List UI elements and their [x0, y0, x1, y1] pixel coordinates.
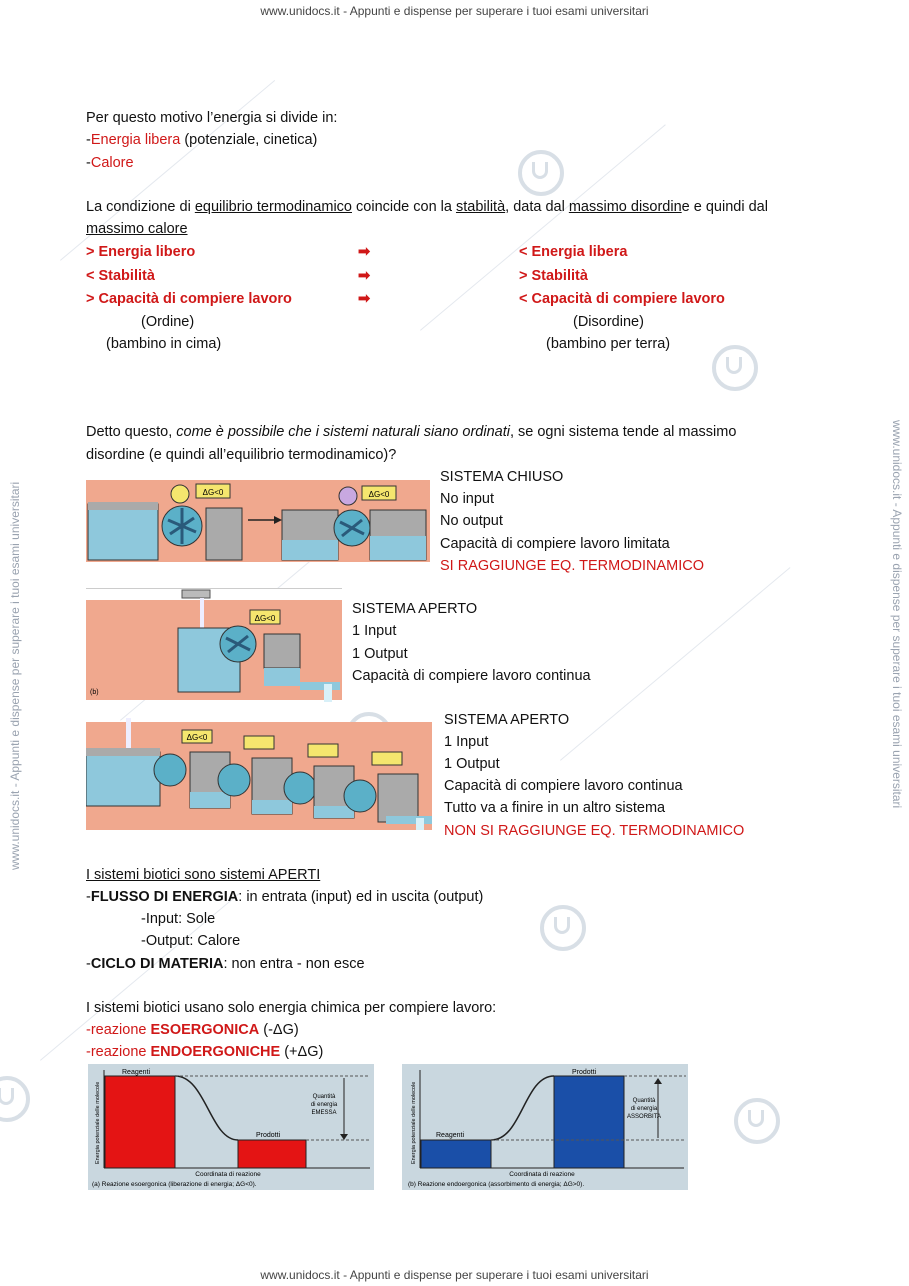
- exo-top-label: Reagenti: [122, 1069, 151, 1076]
- unidocs-logo-icon: [712, 345, 758, 391]
- biotic-title: I sistemi biotici sono sistemi APERTI: [86, 867, 321, 883]
- comparison-arrow-2: ➡: [358, 268, 371, 284]
- page-footer[interactable]: www.unidocs.it - Appunti e dispense per superare i tuoi esami universitari: [260, 1268, 649, 1282]
- biotic-cycle: -CICLO DI MATERIA: non entra - non esce: [86, 956, 365, 972]
- closed-line-2: No output: [440, 513, 503, 529]
- equilibrium-sentence-cont: massimo calore: [86, 221, 188, 237]
- chemical-line: I sistemi biotici usano solo energia chimica per compiere lavoro:: [86, 1000, 497, 1016]
- comparison-right-note: (bambino per terra): [546, 336, 671, 352]
- question-line-2: disordine (e quindi all’equilibrio termodinamico)?: [86, 447, 397, 463]
- exo-annotation-1: Quantità: [312, 1094, 336, 1100]
- endo-xlabel: Coordinata di reazione: [509, 1171, 575, 1178]
- intro-line: Per questo motivo l’energia si divide in:: [86, 110, 338, 126]
- open2-line-4: Tutto va a finire in un altro sistema: [444, 800, 666, 816]
- comparison-right-2: > Stabilità: [519, 268, 588, 284]
- open2-line-1: 1 Input: [444, 734, 489, 750]
- closed-badge: ΔG<0: [202, 488, 224, 497]
- reaction-endo: -reazione ENDOERGONICHE (+ΔG): [86, 1044, 324, 1060]
- side-watermark-left: www.unidocs.it - Appunti e dispense per superare i tuoi esami universitari: [8, 481, 22, 870]
- comparison-left-note: (bambino in cima): [106, 336, 222, 352]
- question-line-1: Detto questo, come è possibile che i sistemi naturali siano ordinati, se ogni sistema tende al massimo: [86, 424, 737, 440]
- closed-title: SISTEMA CHIUSO: [440, 469, 564, 485]
- comparison-left-2: < Stabilità: [86, 268, 155, 284]
- open1-line-1: 1 Input: [352, 623, 397, 639]
- watermark-line: [560, 567, 790, 761]
- comparison-right-1: < Energia libera: [519, 244, 628, 260]
- open2-title: SISTEMA APERTO: [444, 712, 570, 728]
- endo-annotation-1: Quantità: [632, 1098, 656, 1104]
- biotic-flow: -FLUSSO DI ENERGIA: in entrata (input) ed in uscita (output): [86, 889, 484, 905]
- page-header[interactable]: www.unidocs.it - Appunti e dispense per superare i tuoi esami universitari: [260, 4, 649, 18]
- unidocs-logo-icon: [540, 905, 586, 951]
- exo-xlabel: Coordinata di reazione: [195, 1171, 261, 1178]
- exoergonic-diagram: [88, 1064, 374, 1190]
- endo-annotation-3: ASSORBITA: [627, 1114, 661, 1120]
- closed-result: SI RAGGIUNGE EQ. TERMODINAMICO: [440, 558, 704, 574]
- endo-caption: (b) Reazione endoergonica (assorbimento di energia; ΔG>0).: [408, 1181, 585, 1188]
- open2-result: NON SI RAGGIUNGE EQ. TERMODINAMICO: [444, 823, 745, 839]
- exo-bottom-label: Prodotti: [256, 1132, 281, 1139]
- open1-line-3: Capacità di compiere lavoro continua: [352, 668, 591, 684]
- intro-item-energy: -Energia libera (potenziale, cinetica): [86, 132, 318, 148]
- open1-badge: ΔG<0: [254, 614, 276, 623]
- closed-line-1: No input: [440, 491, 495, 507]
- exo-annotation-3: EMESSA: [311, 1110, 337, 1116]
- side-watermark-right: www.unidocs.it - Appunti e dispense per superare i tuoi esami universitari: [890, 420, 904, 809]
- comparison-left-1: > Energia libero: [86, 244, 196, 260]
- closed-system-figure: [86, 480, 430, 562]
- comparison-left-3: > Capacità di compiere lavoro: [86, 291, 292, 307]
- comparison-arrow-1: ➡: [358, 244, 371, 260]
- endo-annotation-2: di energia: [630, 1106, 658, 1112]
- exo-ylabel: Energia potenziale delle molecole: [95, 1081, 101, 1164]
- biotic-output: -Output: Calore: [141, 933, 241, 949]
- reaction-exo: -reazione ESOERGONICA (-ΔG): [86, 1022, 299, 1038]
- exo-caption: (a) Reazione esoergonica (liberazione di energia; ΔG<0).: [92, 1181, 257, 1188]
- comparison-right-state: (Disordine): [573, 314, 644, 330]
- open2-line-2: 1 Output: [444, 756, 500, 772]
- open-system-1-figure: [86, 588, 342, 702]
- endo-top-label: Prodotti: [572, 1069, 597, 1076]
- equilibrium-sentence: La condizione di equilibrio termodinamico coincide con la stabilità, data dal massimo disordine e quindi dal: [86, 199, 768, 215]
- unidocs-logo-icon: [734, 1098, 780, 1144]
- intro-item-heat: -Calore: [86, 155, 134, 171]
- exo-annotation-2: di energia: [310, 1102, 338, 1108]
- open1-line-2: 1 Output: [352, 646, 408, 662]
- unidocs-logo-icon: [0, 1076, 30, 1122]
- comparison-arrow-3: ➡: [358, 291, 371, 307]
- comparison-left-state: (Ordine): [141, 314, 195, 330]
- open1-title: SISTEMA APERTO: [352, 601, 478, 617]
- open1-fig-label: (b): [90, 689, 99, 696]
- endo-bottom-label: Reagenti: [436, 1132, 465, 1139]
- endo-ylabel: Energia potenziale delle molecole: [411, 1081, 417, 1164]
- comparison-right-3: < Capacità di compiere lavoro: [519, 291, 725, 307]
- open2-line-3: Capacità di compiere lavoro continua: [444, 778, 683, 794]
- open-system-2-figure: [86, 718, 432, 830]
- open2-badge: ΔG<0: [186, 733, 208, 742]
- closed-badge-2: ΔG<0: [368, 490, 390, 499]
- closed-line-3: Capacità di compiere lavoro limitata: [440, 536, 670, 552]
- endoergonic-diagram: [402, 1064, 688, 1190]
- biotic-input: -Input: Sole: [141, 911, 216, 927]
- unidocs-logo-icon: [518, 150, 564, 196]
